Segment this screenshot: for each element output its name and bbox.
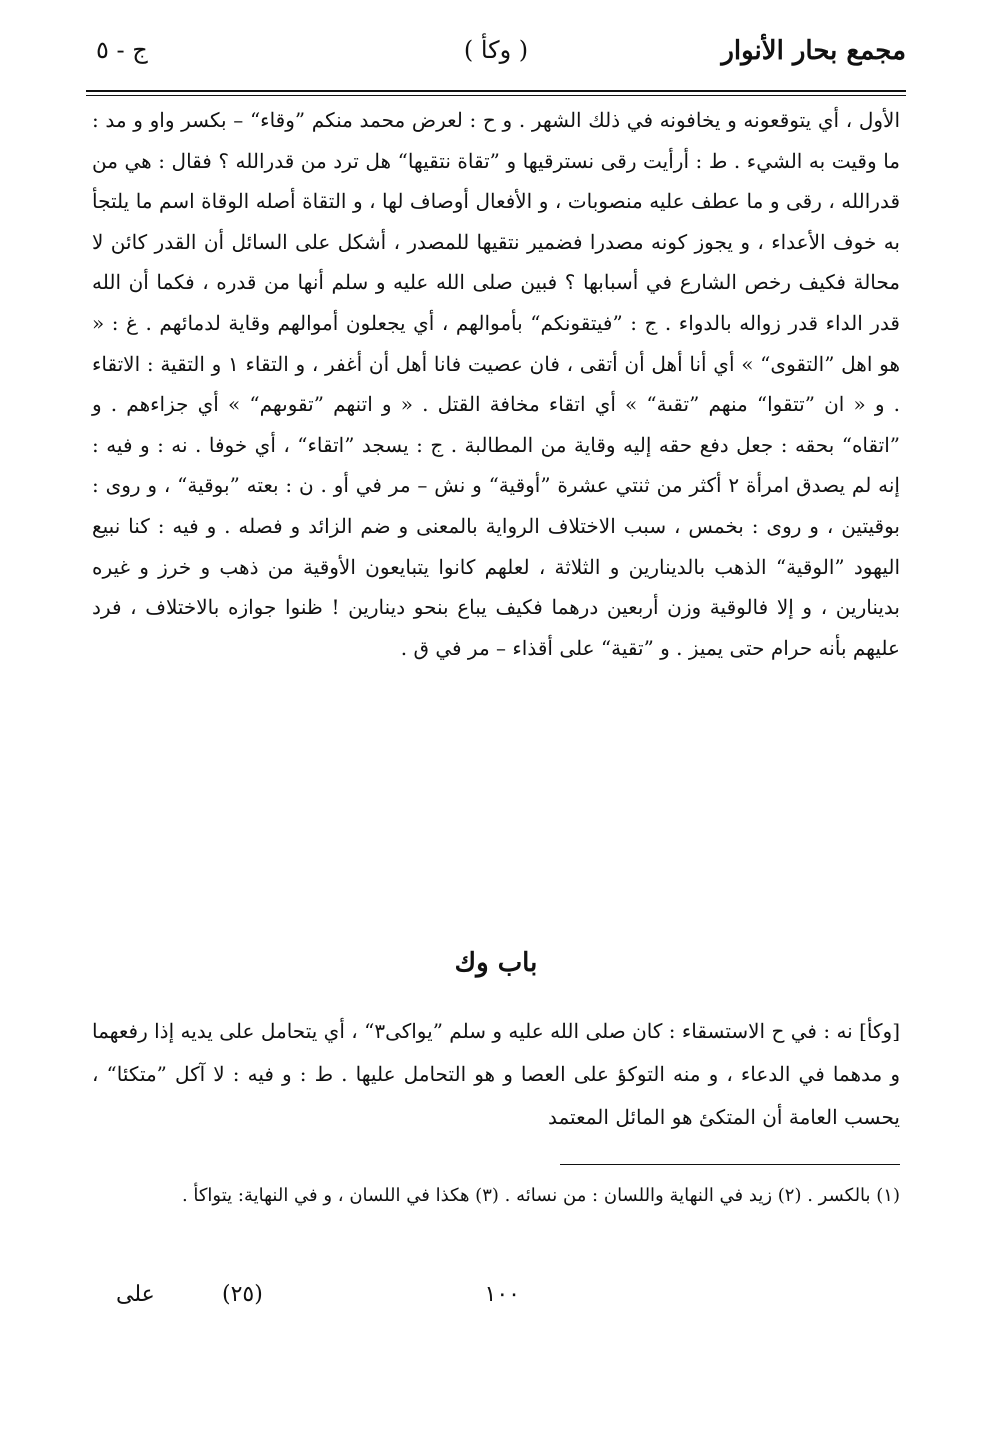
footnote-paragraph: (١) بالكسر . (٢) زيد في النهاية واللسان : من نسائه . (٣) هكذا في اللسان ، و في النهاية: يتواكأ . — [181, 1185, 900, 1206]
section-title: باب وك — [454, 948, 538, 978]
page-footer — [92, 1282, 900, 1322]
running-header — [86, 32, 906, 82]
section-paragraph: [وكأ] نه : في ح الاستسقاء : كان صلى الله عليه و سلم ”يواكى٣“ ، أي يتحامل على يديه إذا رفعهما و مدهما في الدعاء ، و منه التوكؤ على العصا و هو التحامل عليها . ط : و فيه : لا آكل ”متكئا“ ، يحسب العامة أن المتكئ هو المائل المعتمد — [92, 1019, 901, 1129]
footnotes — [92, 1178, 900, 1214]
header-rule — [86, 90, 906, 92]
page-number: ١٠٠ — [484, 1282, 520, 1307]
main-text — [92, 100, 900, 668]
body-paragraph: الأول ، أي يتوقعونه و يخافونه في ذلك الشهر . و ح : لعرض محمد منكم ”وقاء“ – بكسر واو و مد : ما وقيت به الشيء . ط : أرأيت رقى نسترقيها و ”تقاة نتقيها“ هل ترد من قدرالله ؟ فقال : هي من قدرالله ، رقى و ما عطف عليه منصوبات ، و الأفعال أوصاف لها ، و التقاة أصله الوقاة اسم ما يلتجأ به خوف الأعداء ، و يجوز كونه مصدرا فضمير نتقيها للمصدر ، أشكل على السائل أن القدر كائن لا محالة فكيف رخص الشارع في أسبابها ؟ فبين صلى الله عليه و سلم أنها من قدره ، فكما أن الله قدر الداء قدر زواله بالدواء . ج : ”فيتقونكم“ بأموالهم ، أي يجعلون أموالهم وقاية لدمائهم . غ : « هو اهل ”التقوى“ » أي أنا أهل أن أتقى ، فان عصيت فانا أهل أن أغفر ، و التقاء ١ و التقية : الاتقاء . و « ان ”تتقوا“ منهم ”تقىة“ » أي اتقاء مخافة القتل . « و اتنهم ”تقوىهم“ » أي جزاءهم . و ”اتقاه“ بحقه : جعل دفع حقه إليه وقاية من المطالبة . ج : يسجد ”اتقاء“ ، أي خوفا . نه : و فيه : إنه لم يصدق امرأة ٢ أكثر من ثنتي عشرة ”أوقية“ و نش – مر في أو . ن : بعته ”بوقية“ ، و روى : بوقيتين ، و روى : بخمس ، سبب الاختلاف الرواية بالمعنى و ضم الزائد و فصله . و فيه : كنا نبيع اليهود ”الوقية“ الذهب بالدينارين و الثلاثة ، لعلهم كانوا يتبايعون الأوقية من ذهب و خرز و غيره بدينارين ، و إلا فالوقية وزن أربعين درهما فكيف يباع بنحو دينارين ! ظنوا جوازه بالاختلاف ، فرد عليهم بأنه حرام حتى يميز . و ”تقية“ على أقذاء – مر في ق . — [92, 108, 900, 660]
book-title: مجمع بحار الأنوار — [721, 36, 906, 66]
entry-heading: ( وكأ ) — [463, 36, 529, 64]
header-rule-thin — [86, 95, 906, 96]
volume-number: ج - ٥ — [96, 36, 148, 64]
footnote-divider — [560, 1164, 900, 1165]
catchword: على — [116, 1282, 155, 1307]
signature-mark: (٢٥) — [222, 1282, 263, 1307]
section-text — [92, 1010, 900, 1139]
